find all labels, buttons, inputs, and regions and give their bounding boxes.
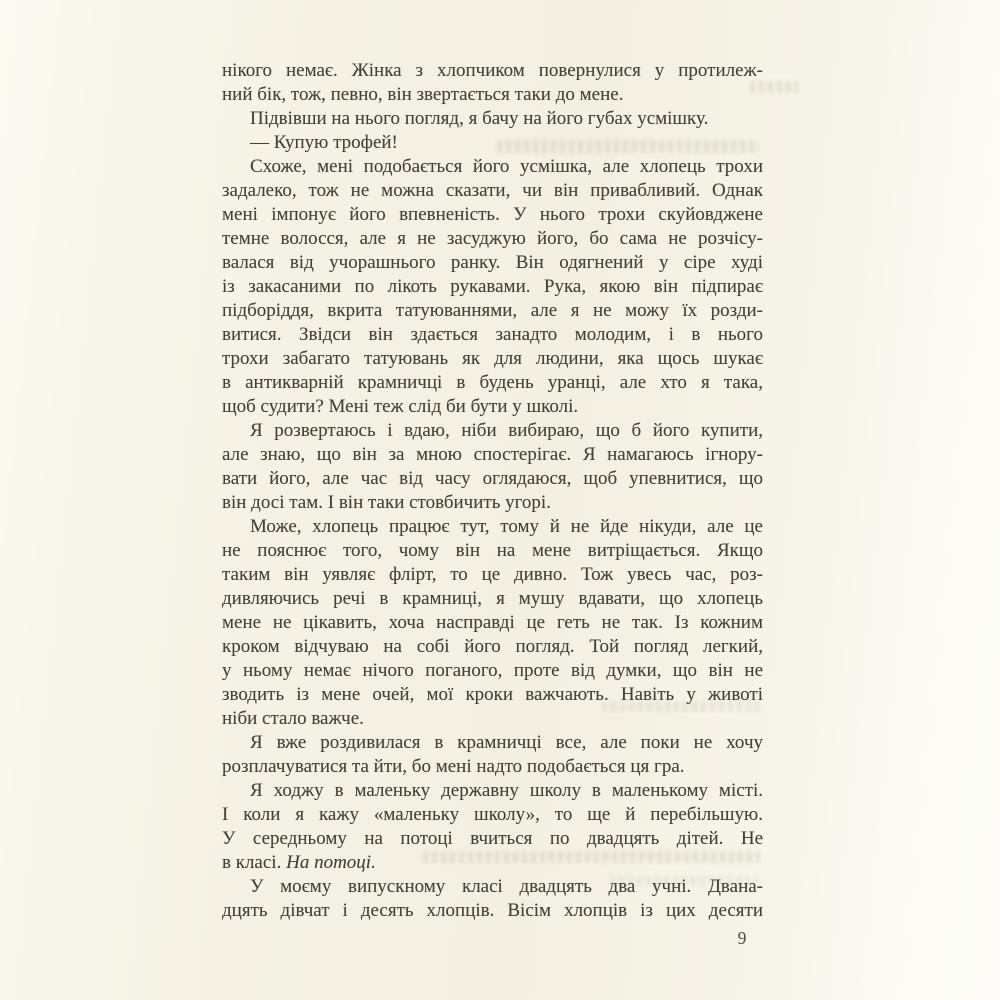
text-line: зводить із мене очей, мої кроки важчають. Навіть у животі xyxy=(222,684,763,705)
text-line: валася від учорашнього ранку. Він одягнений у сіре худі xyxy=(222,252,763,273)
text-line: у ньому немає нічого поганого, проте від думки, що він не xyxy=(222,660,763,681)
paragraph xyxy=(222,515,763,731)
text-line: У моєму випускному класі двадцять два учні. Двана- xyxy=(250,876,763,897)
text-column xyxy=(222,59,763,923)
paragraph xyxy=(222,779,763,875)
text-line: не пояснює того, чому він на мене витріщається. Якщо xyxy=(222,540,763,561)
text-line: Я ходжу в маленьку державну школу в маленькому місті. xyxy=(250,780,763,801)
paragraph xyxy=(222,875,763,923)
text-line: Я розвертаюсь і вдаю, ніби вибираю, що б його купити, xyxy=(250,420,763,441)
text-line: в антикварній крамничці в будень уранці, але хто я така, xyxy=(222,372,763,393)
text-line: щоб судити? Мені теж слід би бути у школі. xyxy=(222,396,579,417)
text-line: вати його, але час від часу оглядаюся, щоб упевнитися, що xyxy=(222,468,763,489)
text-line: Схоже, мені подобається його усмішка, але хлопець трохи xyxy=(250,156,763,177)
text-line: але знаю, що він за мною спостерігає. Я намагаюсь ігнору- xyxy=(222,444,763,465)
text-line: таким він уявляє флірт, то це дивно. Тож увесь час, роз- xyxy=(222,564,763,585)
text-line: розплачуватися та йти, бо мені надто подобається ця гра. xyxy=(222,756,685,777)
text-line: Підвівши на нього погляд, я бачу на його губах усмішку. xyxy=(250,108,709,129)
text-segment: в класі. xyxy=(222,852,287,873)
text-line: він досі там. І він таки стовбичить угорі. xyxy=(222,492,551,513)
text-line: ний бік, тож, певно, він звертається таки до мене. xyxy=(222,84,624,105)
paragraph xyxy=(222,419,763,515)
text-line: трохи забагато татуювань як для людини, яка щось шукає xyxy=(222,348,763,369)
paragraph xyxy=(222,731,763,779)
text-line xyxy=(222,851,763,875)
paragraph xyxy=(222,131,763,155)
text-line: із закасаними по лікоть рукавами. Рука, якою він підпирає xyxy=(222,276,763,297)
text-line: дцять дівчат і десять хлопців. Вісім хлопців із цих десяти xyxy=(222,900,763,921)
paragraph xyxy=(222,59,763,107)
text-line: І коли я кажу «маленьку школу», то ще й перебільшую. xyxy=(222,804,763,825)
paragraph xyxy=(222,155,763,419)
text-line: мене не цікавить, хоча насправді це геть не так. Із кожним xyxy=(222,612,763,633)
text-line: мені імпонує його впевненість. У нього трохи скуйовджене xyxy=(222,204,763,225)
text-line: дивляючись речі в крамниці, я мушу вдавати, що хлопець xyxy=(222,588,763,609)
paragraph xyxy=(222,107,763,131)
text-line: темне волосся, але я не засуджую його, бо сама не розчісу- xyxy=(222,228,763,249)
page-number: 9 xyxy=(737,928,747,948)
text-line: задалеко, тож не можна сказати, чи він привабливий. Однак xyxy=(222,180,763,201)
text-line: — Купую трофей! xyxy=(250,132,398,153)
text-line: підборіддя, вкрита татуюваннями, але я не можу їх розди- xyxy=(222,300,763,321)
text-line: кроком відчуваю на собі його погляд. Той погляд легкий, xyxy=(222,636,763,657)
text-line: У середньому на потоці вчиться по двадцять дітей. Не xyxy=(222,828,763,849)
text-line: ніби стало важче. xyxy=(222,708,364,729)
text-segment-italic: На потоці. xyxy=(286,852,376,873)
text-line: витися. Звідси він здається занадто молодим, і в нього xyxy=(222,324,763,345)
text-line: нікого немає. Жінка з хлопчиком повернулися у протилеж- xyxy=(222,60,763,81)
text-line: Я вже роздивилася в крамничці все, але поки не хочу xyxy=(250,732,763,753)
text-line: Може, хлопець працює тут, тому й не йде нікуди, але це xyxy=(250,516,763,537)
